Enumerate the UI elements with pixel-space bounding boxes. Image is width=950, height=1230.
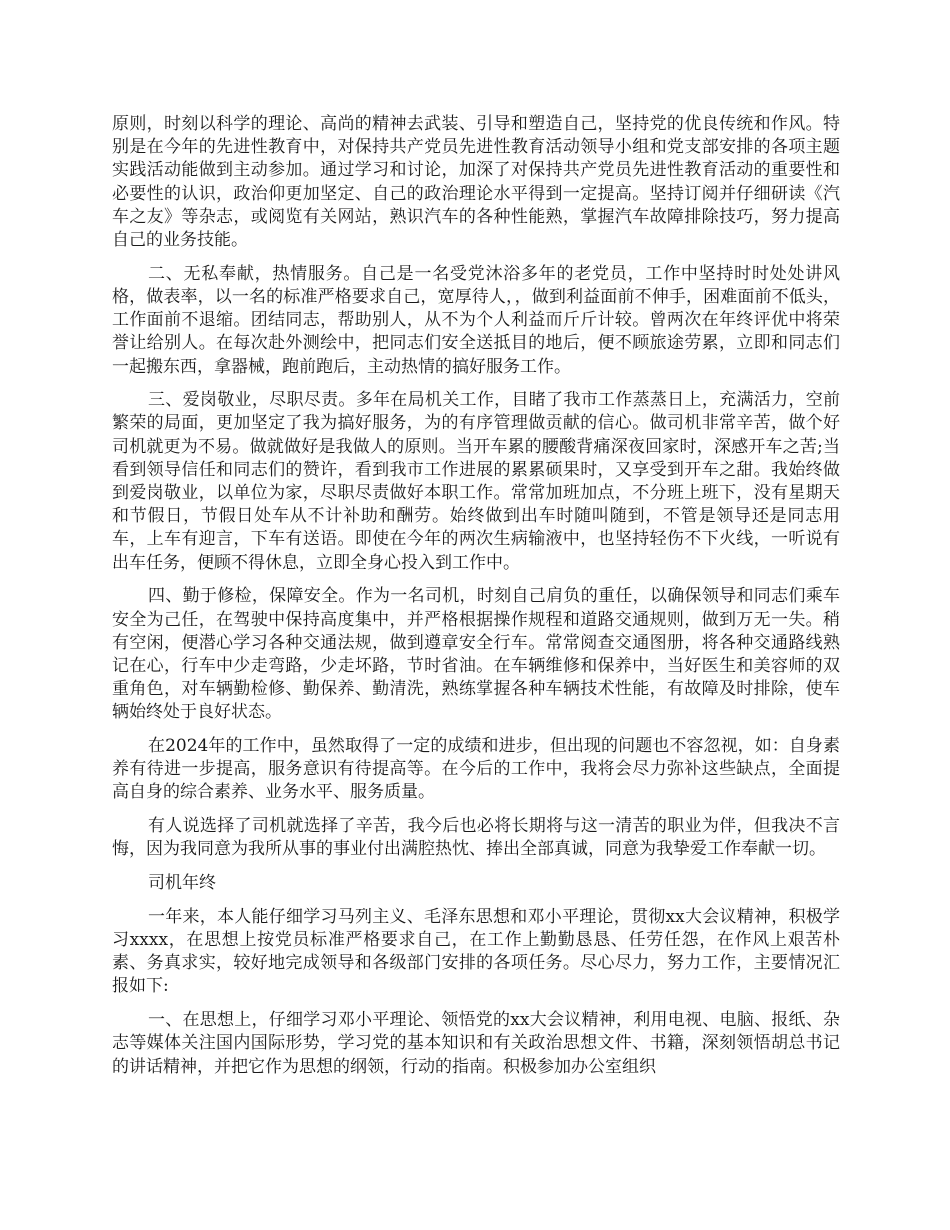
paragraph-3: 三、爱岗敬业，尽职尽责。多年在局机关工作，目睹了我市工作蒸蒸日上，充满活力，空前繁荣的局面，更加坚定了我为搞好服务，为的有序管理做贡献的信心。做司机非常辛苦，做个好司机就更为不易。做就做好是我做人的原则。当开车累的腰酸背痛深夜回家时，深感开车之苦;当看到领导信任和同志们的赞许，看到我市工作进展的累累硕果时，又享受到开车之甜。我始终做到爱岗敬业，以单位为家，尽职尽责做好本职工作。常常加班加点，不分班上班下，没有星期天和节假日，节假日处车从不计补助和酬劳。始终做到出车时随叫随到，不管是领导还是同志用车，上车有迎言，下车有送语。即使在今年的两次生病输液中，也坚持轻伤不下火线，一听说有出车任务，便顾不得休息，立即全身心投入到工作中。 bbox=[112, 390, 840, 573]
document-body bbox=[112, 113, 840, 1089]
paragraph-1: 原则，时刻以科学的理论、高尚的精神去武装、引导和塑造自己，坚持党的优良传统和作风。特别是在今年的先进性教育中，对保持共产党员先进性教育活动领导小组和党支部安排的各项主题实践活动能做到主动参加。通过学习和讨论，加深了对保持共产党员先进性教育活动的重要性和必要性的认识，政治仰更加坚定、自己的政治理论水平得到一定提高。坚持订阅并仔细研读《汽车之友》等杂志，或阅览有关网站，熟识汽车的各种性能熟，掌握汽车故障排除技巧，努力提高自己的业务技能。 bbox=[112, 114, 840, 251]
section-heading: 司机年终 bbox=[148, 873, 216, 894]
paragraph-5: 在2024年的工作中，虽然取得了一定的成绩和进步，但出现的问题也不容忽视，如：自身素养有待进一步提高，服务意识有待提高等。在今后的工作中，我将会尽力弥补这些缺点，全面提高自身的综合素养、业务水平、服务质量。 bbox=[112, 736, 840, 803]
paragraph-4: 四、勤于修检，保障安全。作为一名司机，时刻自己肩负的重任，以确保领导和同志们乘车安全为己任，在驾驶中保持高度集中，并严格根据操作规程和道路交通规则，做到万无一失。稍有空闲，便潜心学习各种交通法规，做到遵章安全行车。常常阅查交通图册，将各种交通路线熟记在心，行车中少走弯路，少走坏路，节时省油。在车辆维修和保养中，当好医生和美容师的双重角色，对车辆勤检修、勤保养、勤清洗，熟练掌握各种车辆技术性能，有故障及时排除，使车辆始终处于良好状态。 bbox=[112, 586, 840, 723]
paragraph-7: 一年来，本人能仔细学习马列主义、毛泽东思想和邓小平理论，贯彻xx大会议精神，积极学习xxxx，在思想上按党员标准严格要求自己，在工作上勤勤恳恳、任劳任怨，在作风上艰苦朴素、务真求实，较好地完成领导和各级部门安排的各项任务。尽心尽力，努力工作，主要情况汇报如下: bbox=[112, 906, 840, 997]
paragraph-2: 二、无私奉献，热情服务。自己是一名受党沐浴多年的老党员，工作中坚持时时处处讲风格，做表率，以一名的标准严格要求自己，宽厚待人，，做到利益面前不伸手，困难面前不低头，工作面前不退缩。团结同志，帮助别人，从不为个人利益而斤斤计较。曾两次在年终评优中将荣誉让给别人。在每次赴外测绘中，把同志们安全送抵目的地后，便不顾旅途劳累，立即和同志们一起搬东西，拿器械，跑前跑后，主动热情的搞好服务工作。 bbox=[112, 263, 840, 377]
paragraph-6: 有人说选择了司机就选择了辛苦，我今后也必将长期将与这一清苦的职业为伴，但我决不言悔，因为我同意为我所从事的事业付出满腔热忱、捧出全部真诚，同意为我挚爱工作奉献一切。 bbox=[112, 816, 840, 860]
paragraph-8: 一、在思想上，仔细学习邓小平理论、领悟党的xx大会议精神，利用电视、电脑、报纸、杂志等媒体关注国内国际形势，学习党的基本知识和有关政治思想文件、书籍，深刻领悟胡总书记的讲话精神，并把它作为思想的纲领，行动的指南。积极参加办公室组织 bbox=[112, 1010, 840, 1077]
